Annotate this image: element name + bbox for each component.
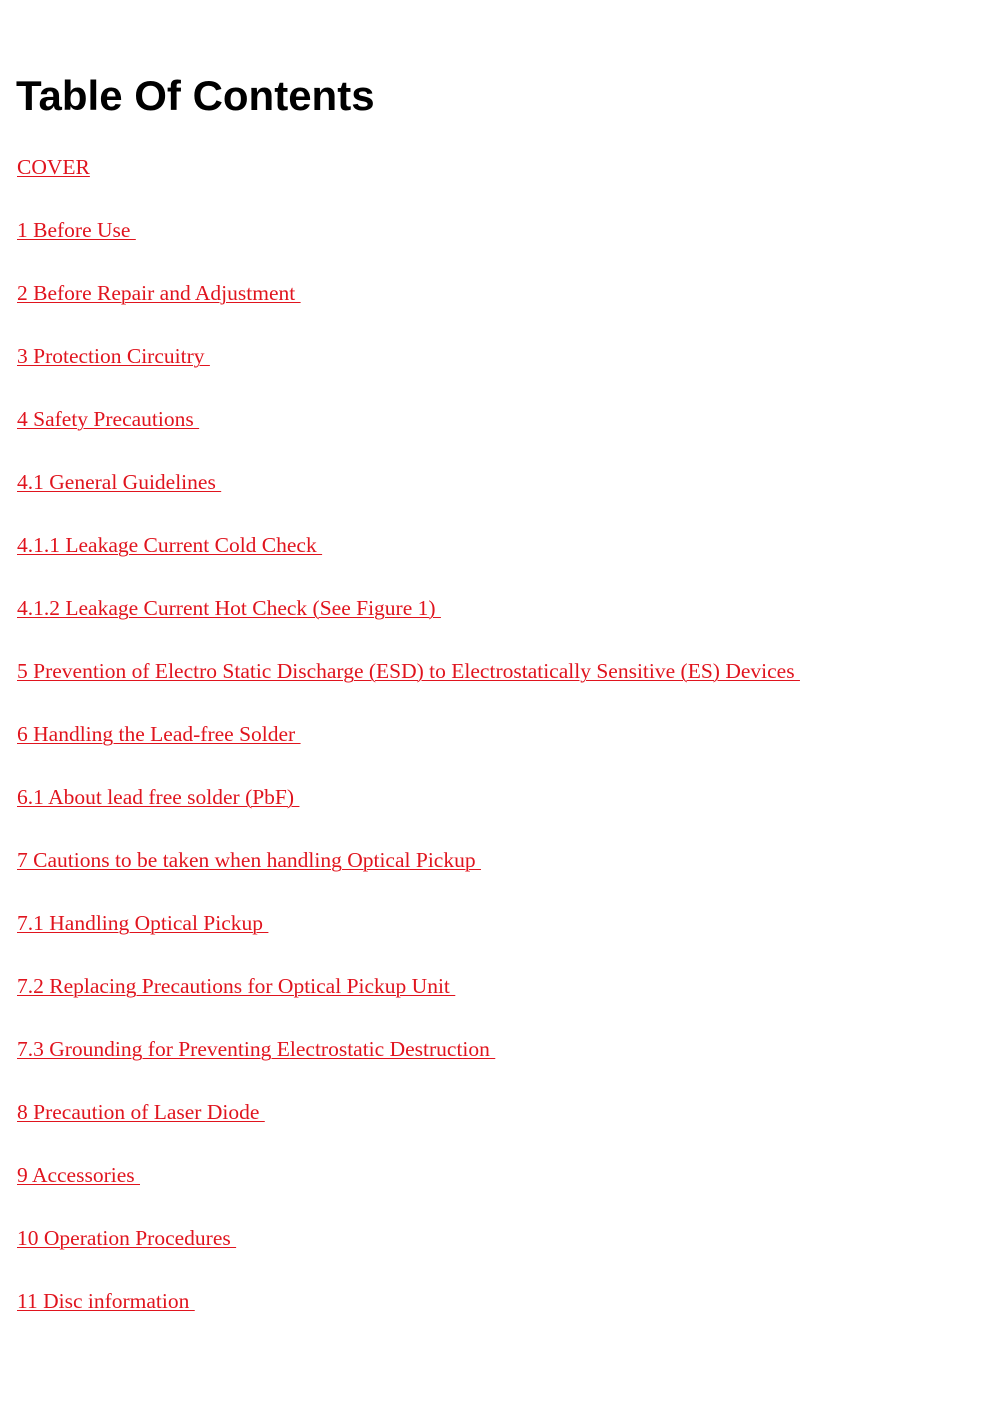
toc-link-4-1[interactable]: 4.1 General Guidelines: [17, 470, 222, 494]
toc-item: [17, 1286, 800, 1349]
toc-link-6[interactable]: 6 Handling the Lead-free Solder: [17, 722, 301, 746]
toc-item: [17, 215, 800, 278]
page-title: Table Of Contents: [16, 72, 375, 119]
toc-link-10[interactable]: 10 Operation Procedures: [17, 1226, 237, 1250]
toc-item: [17, 1097, 800, 1160]
toc-item: [17, 782, 800, 845]
toc-item: [17, 341, 800, 404]
toc-link-9[interactable]: 9 Accessories: [17, 1163, 140, 1187]
toc-link-8[interactable]: 8 Precaution of Laser Diode: [17, 1100, 265, 1124]
toc-link-4[interactable]: 4 Safety Precautions: [17, 407, 200, 431]
toc-item: [17, 908, 800, 971]
toc-link-1[interactable]: 1 Before Use: [17, 218, 136, 242]
toc-item: [17, 719, 800, 782]
toc-link-2[interactable]: 2 Before Repair and Adjustment: [17, 281, 301, 305]
toc-item: [17, 467, 800, 530]
toc-item: [17, 152, 800, 215]
toc-item: [17, 593, 800, 656]
toc-item: [17, 1223, 800, 1286]
toc-item: [17, 1160, 800, 1223]
toc-item: [17, 1034, 800, 1097]
toc-item: [17, 278, 800, 341]
toc-link-7[interactable]: 7 Cautions to be taken when handling Optical Pickup: [17, 848, 481, 872]
toc-item: [17, 656, 800, 719]
toc-item: [17, 404, 800, 467]
toc-link-cover[interactable]: COVER: [17, 155, 90, 179]
toc-link-7-3[interactable]: 7.3 Grounding for Preventing Electrostatic Destruction: [17, 1037, 496, 1061]
toc-link-4-1-2[interactable]: 4.1.2 Leakage Current Hot Check (See Figure 1): [17, 596, 441, 620]
toc-link-11[interactable]: 11 Disc information: [17, 1289, 195, 1313]
toc-link-5[interactable]: 5 Prevention of Electro Static Discharge (ESD) to Electrostatically Sensitive (ES) Devices: [17, 659, 800, 683]
toc-item: [17, 845, 800, 908]
toc-link-7-1[interactable]: 7.1 Handling Optical Pickup: [17, 911, 269, 935]
toc-link-3[interactable]: 3 Protection Circuitry: [17, 344, 210, 368]
toc-link-7-2[interactable]: 7.2 Replacing Precautions for Optical Pickup Unit: [17, 974, 456, 998]
toc-list: [17, 152, 800, 1349]
toc-link-6-1[interactable]: 6.1 About lead free solder (PbF): [17, 785, 300, 809]
toc-item: [17, 971, 800, 1034]
toc-link-4-1-1[interactable]: 4.1.1 Leakage Current Cold Check: [17, 533, 323, 557]
toc-item: [17, 530, 800, 593]
